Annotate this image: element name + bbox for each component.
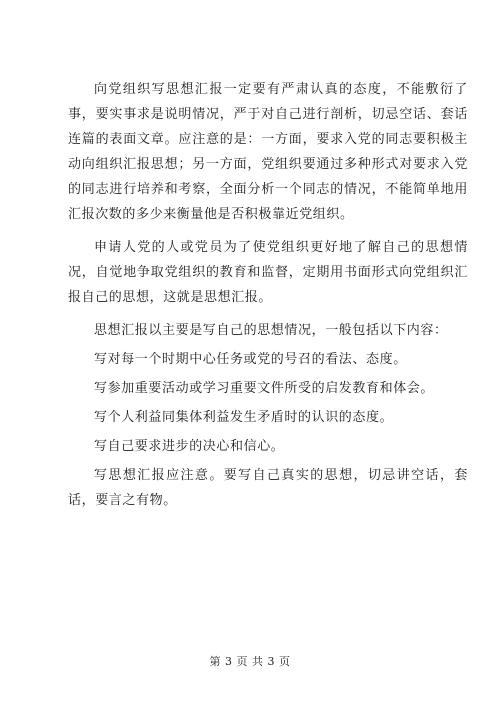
page-footer: 第 3 页 共 3 页 — [209, 655, 291, 668]
paragraph-contents-lead: 思想汇报以主要是写自己的思想情况，一般包括以下内容： — [94, 323, 448, 338]
paragraph-notes: 写思想汇报应注意。要写自己真实的思想，切忌讲空话，套话，要言之有物。 — [68, 468, 468, 508]
list-item: 写自己要求进步的决心和信心。 — [94, 439, 285, 454]
list-item: 写参加重要活动或学习重要文件所受的启发教育和体会。 — [94, 381, 435, 396]
list-item: 写对每一个时期中心任务或党的号召的看法、态度。 — [94, 352, 407, 367]
document-body — [68, 77, 468, 521]
paragraph-intro: 向党组织写思想汇报一定要有严肃认真的态度，不能敷衍了事，要实事求是说明情况，严于对自己进行剖析，切忌空话、套话连篇的表面文章。应注意的是：一方面，要求入党的同志要积极主动向组织汇报思想；另一方面，党组织要通过多种形式对要求入党的同志进行培养和考察，全面分析一个同志的情况，不能简单地用汇报次数的多少来衡量他是否积极靠近党组织。 — [68, 82, 468, 222]
list-item: 写个人利益同集体利益发生矛盾时的认识的态度。 — [94, 410, 394, 425]
paragraph-definition: 申请人党的人或党员为了使党组织更好地了解自己的思想情况，自觉地争取党组织的教育和监督，定期用书面形式向党组织汇报自己的思想，这就是思想汇报。 — [68, 240, 468, 305]
